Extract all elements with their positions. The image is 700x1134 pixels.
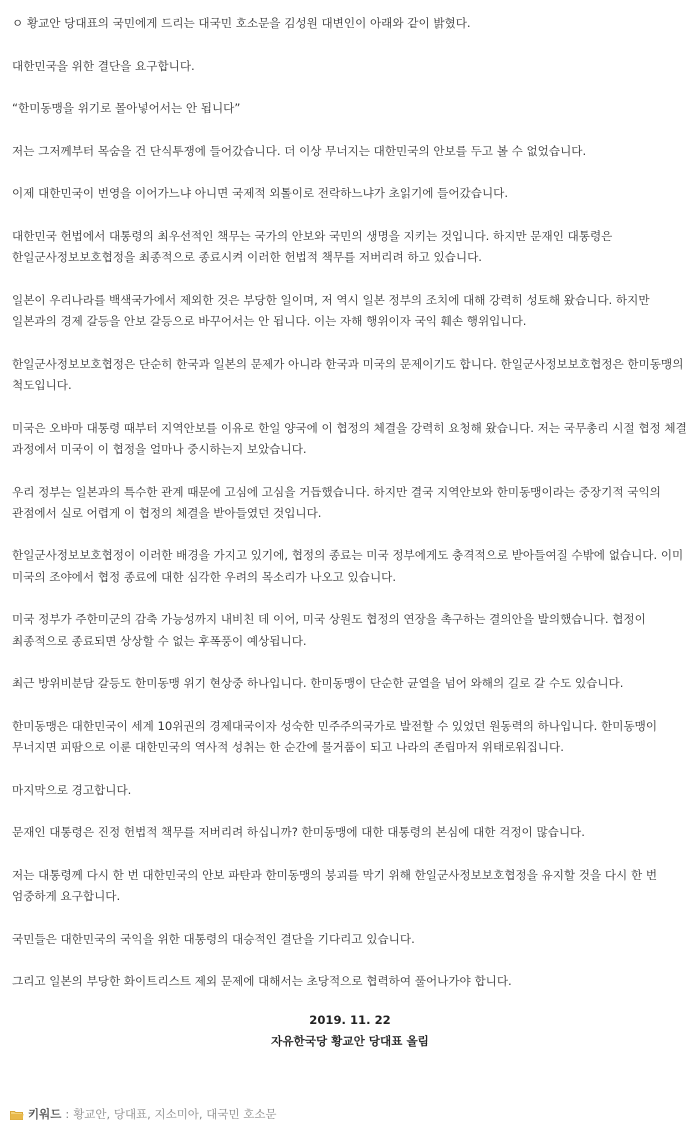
signature-author: 자유한국당 황교안 당대표 올림 xyxy=(271,1034,429,1049)
article-paragraph: 이제 대한민국이 번영을 이어가느냐 아니면 국제적 외톨이로 전락하느냐가 초읽기에 들어갔습니다. xyxy=(12,186,509,201)
article-paragraph: 우리 정부는 일본과의 특수한 관계 때문에 고심에 고심을 거듭했습니다. 하지만 결국 지역안보와 한미동맹이라는 중장기적 국익의 관점에서 실로 어렵게 이 협정의 체결을 받아들였던 것입니다. xyxy=(12,484,661,520)
keywords-label: 키워드 xyxy=(28,1107,62,1121)
article-paragraph: 한일군사정보보호협정은 단순히 한국과 일본의 문제가 아니라 한국과 미국의 문제이기도 합니다. 한일군사정보보호협정은 한미동맹의 척도입니다. xyxy=(12,356,684,393)
article-paragraph: 마지막으로 경고합니다. xyxy=(12,782,132,797)
article-paragraph: 그리고 일본의 부당한 화이트리스트 제외 문제에 대해서는 초당적으로 협력하여 풀어나가야 합니다. xyxy=(12,974,512,989)
article-paragraph: 대한민국을 위한 결단을 요구합니다. xyxy=(12,58,195,73)
keywords-separator: : xyxy=(65,1107,70,1121)
signature-date: 2019. 11. 22 xyxy=(309,1012,391,1027)
keywords-bar xyxy=(10,1106,690,1122)
article-paragraph: 저는 그저께부터 목숨을 건 단식투쟁에 들어갔습니다. 더 이상 무너지는 대한민국의 안보를 두고 볼 수 없었습니다. xyxy=(12,143,587,158)
article-paragraph: 문재인 대통령은 진정 헌법적 책무를 저버리려 하십니까? 한미동맹에 대한 대통령의 본심에 대한 걱정이 많습니다. xyxy=(12,825,585,840)
article-paragraph: 국민들은 대한민국의 국익을 위한 대통령의 대승적인 결단을 기다리고 있습니다. xyxy=(12,931,415,946)
article-paragraph: 한일군사정보보호협정이 이러한 배경을 가지고 있기에, 협정의 종료는 미국 정부에게도 충격적으로 받아들여질 수밖에 없습니다. 이미 미국의 조야에서 협정 종료에 대한 심각한 우려의 목소리가 나오고 있습니다. xyxy=(12,548,684,584)
article-paragraph: 저는 대통령께 다시 한 번 대한민국의 안보 파탄과 한미동맹의 붕괴를 막기 위해 한일군사정보보호협정을 유지할 것을 다시 한 번 엄중하게 요구합니다. xyxy=(12,867,658,904)
article-lead: ㅇ 황교안 당대표의 국민에게 드리는 대국민 호소문을 김성원 대변인이 아래와 같이 밝혔다. xyxy=(12,16,471,30)
article-paragraph: 미국은 오바마 대통령 때부터 지역안보를 이유로 한일 양국에 이 협정의 체결을 강력히 요청해 왔습니다. 저는 국무총리 시절 협정 체결 과정에서 미국이 이 협정을 얼마나 중시하는지 보았습니다. xyxy=(12,420,687,456)
article-paragraph: 대한민국 헌법에서 대통령의 최우선적인 책무는 국가의 안보와 국민의 생명을 지키는 것입니다. 하지만 문재인 대통령은 한일군사정보보호협정을 최종적으로 종료시켜 이러한 헌법적 책무를 저버리려 하고 있습니다. xyxy=(12,228,613,265)
keywords-list[interactable]: 황교안, 당대표, 지소미아, 대국민 호소문 xyxy=(73,1107,277,1121)
article-paragraph: 미국 정부가 주한미군의 감축 가능성까지 내비친 데 이어, 미국 상원도 협정의 연장을 촉구하는 결의안을 발의했습니다. 협정이 최종적으로 종료되면 상상할 수 없는 후폭풍이 예상됩니다. xyxy=(12,612,646,648)
article-body xyxy=(12,13,688,1053)
article-paragraph: “한미동맹을 위기로 몰아넣어서는 안 됩니다” xyxy=(12,101,241,116)
article-paragraph: 일본이 우리나라를 백색국가에서 제외한 것은 부당한 일이며, 저 역시 일본 정부의 조치에 대해 강력히 성토해 왔습니다. 하지만 일본과의 경제 갈등을 안보 갈등으로 바꾸어서는 안 됩니다. 이는 자해 행위이자 국익 훼손 행위입니다. xyxy=(12,292,650,329)
signature-block xyxy=(12,1010,688,1053)
folder-icon xyxy=(10,1109,24,1119)
article-paragraph: 최근 방위비분담 갈등도 한미동맹 위기 현상중 하나입니다. 한미동맹이 단순한 균열을 넘어 와해의 길로 갈 수도 있습니다. xyxy=(12,676,624,691)
article-paragraph: 한미동맹은 대한민국이 세계 10위권의 경제대국이자 성숙한 민주주의국가로 발전할 수 있었던 원동력의 하나입니다. 한미동맹이 무너지면 피땀으로 이룬 대한민국의 역사적 성취는 한 순간에 물거품이 되고 나라의 존립마저 위태로워집니다. xyxy=(12,718,658,755)
